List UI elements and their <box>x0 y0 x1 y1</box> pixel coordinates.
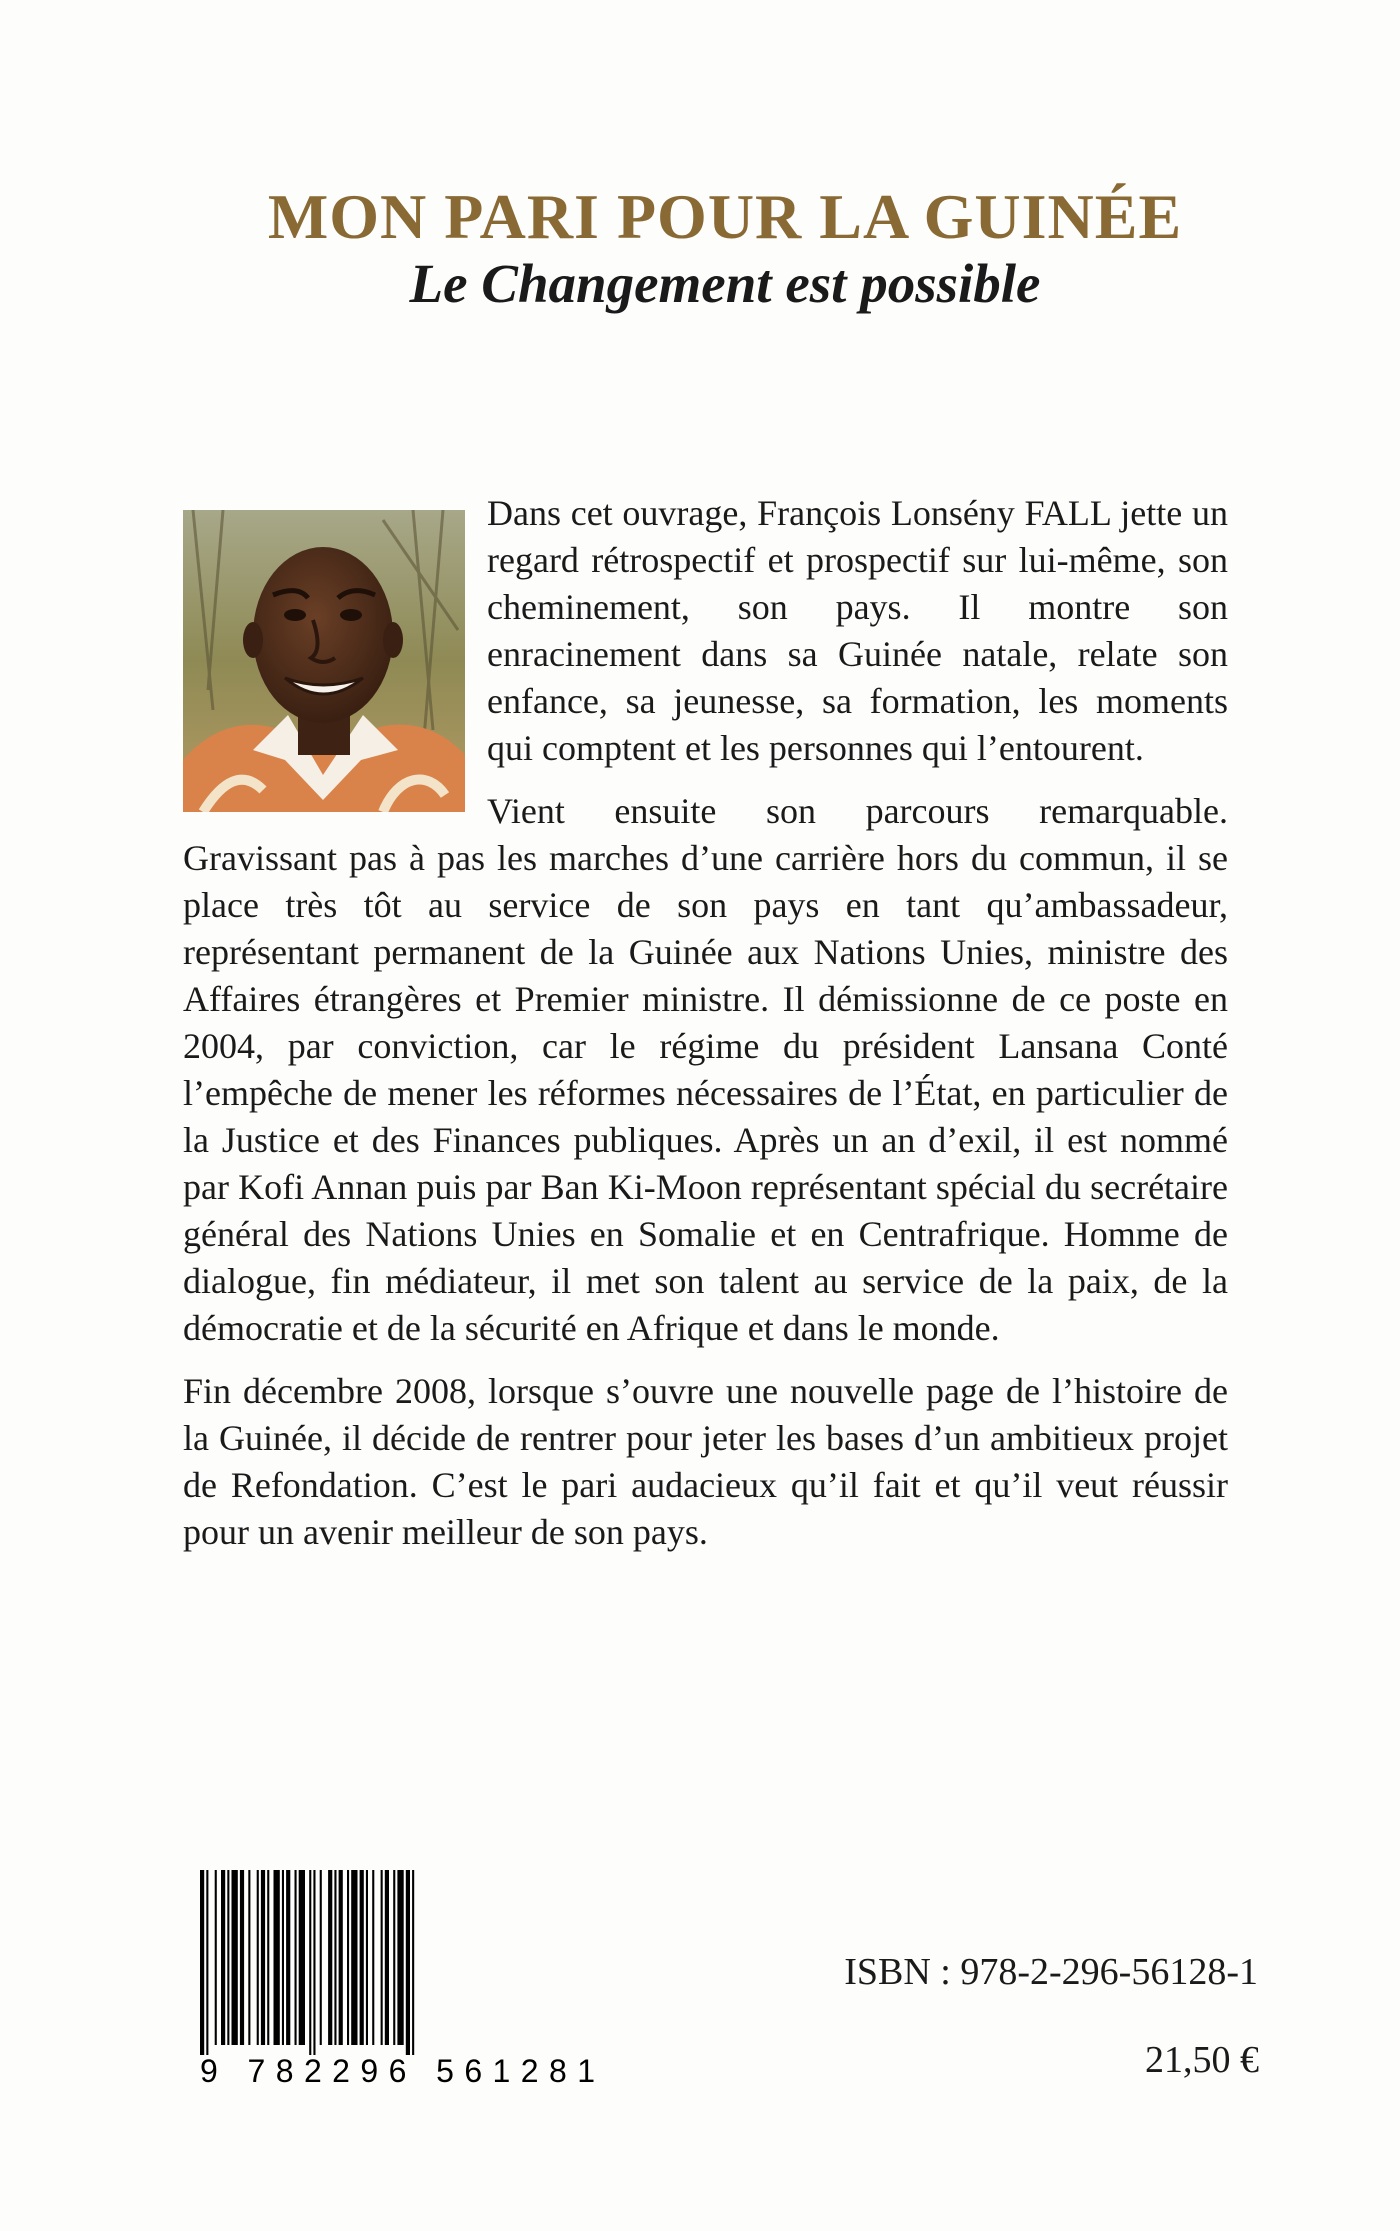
barcode-bar <box>206 1870 208 2055</box>
barcode-bar <box>200 1870 204 2055</box>
book-subtitle: Le Changement est possible <box>409 253 1041 314</box>
barcode-bar <box>334 1870 336 2045</box>
barcode-digits: 9 782296 561281 <box>200 2053 595 2089</box>
barcode-bar <box>267 1870 269 2045</box>
price: 21,50 € <box>1145 2039 1259 2081</box>
barcode-bar <box>299 1870 305 2045</box>
barcode-bar <box>320 1870 322 2045</box>
book-title: MON PARI POUR LA GUINÉE <box>267 181 1183 252</box>
barcode-bar <box>366 1870 368 2045</box>
barcode-bar <box>397 1870 403 2045</box>
barcode-bar <box>328 1870 332 2045</box>
barcode-bar <box>385 1870 389 2045</box>
isbn-number: ISBN : 978-2-296-56128-1 <box>844 1951 1258 1993</box>
barcode-bar <box>313 1870 315 2055</box>
barcode-bar <box>406 1870 410 2055</box>
barcode-bar <box>393 1870 395 2045</box>
barcode-bar <box>257 1870 259 2045</box>
barcode-bar <box>295 1870 297 2045</box>
paragraph-return: Fin décembre 2008, lorsque s’ouvre une nouvelle page de l’histoire de la Guinée, il décide de rentrer pour jeter les bases d’un ambitieux projet de Refondation. C’est le pari audacieux qu’il fait et qu’il veut réussir pour un avenir meilleur de son pays. <box>183 1371 1228 1552</box>
blurb <box>183 490 1228 1572</box>
barcode-bar <box>227 1870 229 2045</box>
barcode-bar <box>282 1870 284 2045</box>
barcode-bar <box>240 1870 244 2045</box>
barcode-bar <box>339 1870 343 2045</box>
barcode-bar <box>309 1870 311 2055</box>
barcode-bar <box>215 1870 217 2045</box>
barcode-bar <box>412 1870 414 2055</box>
barcode-bar <box>351 1870 357 2045</box>
barcode-bar <box>347 1870 349 2045</box>
barcode-bar <box>232 1870 238 2045</box>
barcode-bar <box>381 1870 383 2045</box>
barcode-bar <box>261 1870 265 2045</box>
isbn-barcode <box>200 1870 595 2090</box>
barcode-bar <box>286 1870 290 2045</box>
barcode-bar <box>221 1870 225 2045</box>
barcode-bar <box>248 1870 250 2045</box>
paragraph-intro: Dans cet ouvrage, François Lonsény FALL jette un regard rétrospectif et prospectif sur lui-même, son cheminement, son pays. Il montre son enracinement dans sa Guinée natale, relate son enfance, sa jeunesse, sa formation, les moments qui comptent et les personnes qui l’entourent. <box>487 493 1228 768</box>
barcode-bar <box>372 1870 374 2045</box>
author-photo <box>183 510 465 812</box>
barcode-bar <box>274 1870 280 2045</box>
paragraph-career: Vient ensuite son parcours remarquable. Gravissant pas à pas les marches d’une carrière hors du commun, il se place très tôt au service de son pays en tant qu’ambassadeur, représentant permanent de la Guinée aux Nations Unies, ministre des Affaires étrangères et Premier ministre. Il démissionne de ce poste en 2004, par conviction, car le régime du président Lansana Conté l’empêche de mener les réformes nécessaires de l’État, en particulier de la Justice et des Finances publiques. Après un an d’exil, il est nommé par Kofi Annan puis par Ban Ki-Moon représentant spécial du secrétaire général des Nations Unies en Somalie et en Centrafrique. Homme de dialogue, fin médiateur, il met son talent au service de la paix, de la démocratie et de la sécurité en Afrique et dans le monde. <box>183 791 1228 1348</box>
barcode-bar <box>360 1870 364 2045</box>
